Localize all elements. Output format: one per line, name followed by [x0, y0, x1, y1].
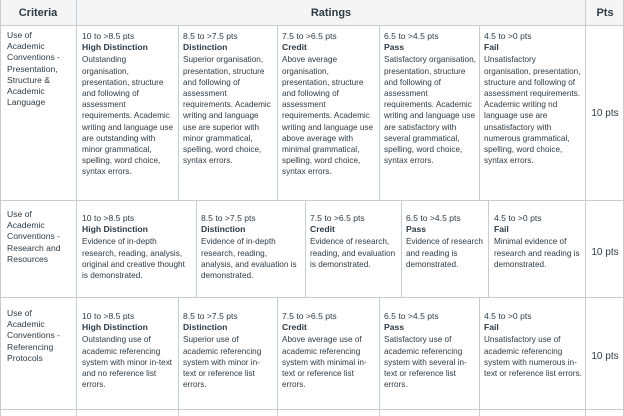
rating-description: Evidence of in-depth research, reading, analysis, and evaluation is demonstrated.	[201, 237, 297, 281]
rating-cell[interactable]	[183, 31, 273, 166]
rating-divider	[488, 200, 489, 297]
rating-cell[interactable]	[183, 311, 273, 390]
rating-points: 6.5 to >4.5 pts	[384, 311, 439, 321]
rating-points: 6.5 to >4.5 pts	[406, 213, 461, 223]
rating-cell[interactable]	[406, 213, 486, 270]
criterion-name: Use of Academic Conventions - Referencing Protocols	[7, 308, 61, 363]
rating-divider	[479, 409, 480, 416]
rating-cell[interactable]	[201, 213, 301, 281]
rating-label: High Distinction	[82, 322, 148, 333]
rating-description: Minimal evidence of research and reading is demonstrated.	[494, 237, 580, 269]
rating-label: Pass	[406, 224, 427, 235]
rating-points: 10 to >8.5 pts	[82, 213, 135, 223]
rating-description: Satisfactory organisation, presentation, structure and following of assessment requirements. Academic writing and language use are satisfactory with several grammatical, spelling, word choice, syntax errors.	[384, 55, 476, 166]
rating-cell[interactable]	[484, 311, 582, 379]
rating-cell[interactable]	[282, 31, 375, 178]
rating-cell[interactable]	[82, 31, 174, 178]
criterion-points: 10 pts	[591, 108, 619, 119]
rating-points: 7.5 to >6.5 pts	[282, 31, 337, 41]
row-separator-1	[0, 200, 624, 201]
rating-points: 4.5 to >0 pts	[484, 31, 532, 41]
criterion-name: Use of Academic Conventions - Research and Resources	[7, 209, 61, 264]
rating-description: Above average organisation, presentation, structure and following of assessment requirements. Academic writing and language use above average with minimal grammatical, spelling, word choice, syntax errors.	[282, 55, 374, 177]
rating-points: 6.5 to >4.5 pts	[384, 31, 439, 41]
rating-label: Fail	[484, 322, 499, 333]
rating-cell[interactable]	[82, 213, 192, 281]
rating-label: Fail	[494, 224, 509, 235]
rating-label: High Distinction	[82, 224, 148, 235]
criterion-points: 10 pts	[591, 247, 619, 258]
rating-description: Evidence of research and reading is demonstrated.	[406, 237, 483, 269]
rating-points: 10 to >8.5 pts	[82, 31, 135, 41]
rating-description: Outstanding organisation, presentation, structure and following of assessment requirements. Academic writing and language use are outstanding with minor grammatical, spelling, word choice, syntax errors.	[82, 55, 174, 177]
row-separator-2	[0, 297, 624, 298]
rating-points: 8.5 to >7.5 pts	[201, 213, 256, 223]
rating-divider	[196, 200, 197, 297]
rating-divider	[479, 26, 480, 200]
row-separator-3	[0, 409, 624, 410]
rating-label: Distinction	[201, 224, 246, 235]
rating-label: Credit	[310, 224, 335, 235]
rating-cell[interactable]	[282, 311, 375, 390]
rating-divider	[401, 200, 402, 297]
criterion-points: 10 pts	[591, 351, 619, 362]
rating-label: Pass	[384, 322, 405, 333]
rating-label: Pass	[384, 42, 405, 53]
rating-cell[interactable]	[494, 213, 582, 270]
criteria-header: Criteria	[0, 0, 76, 26]
criteria-divider	[76, 0, 77, 416]
rating-points: 4.5 to >0 pts	[484, 311, 532, 321]
rating-cell[interactable]	[484, 31, 582, 166]
rating-divider	[379, 409, 380, 416]
rating-label: Credit	[282, 42, 307, 53]
rating-divider	[277, 409, 278, 416]
rating-label: Credit	[282, 322, 307, 333]
rating-description: Above average use of academic referencing system with minimal in-text or reference list errors.	[282, 335, 367, 390]
rating-description: Unsatisfactory organisation, presentation, structure and following of assessment requirements. Academic writing nd language use are unsatisfactory with numerous grammatical, spelling, word choice, syntax errors.	[484, 55, 581, 166]
rating-label: Distinction	[183, 322, 228, 333]
rating-label: Distinction	[183, 42, 228, 53]
rating-divider	[178, 297, 179, 409]
rating-description: Evidence of research, reading, and evaluation is demonstrated.	[310, 237, 396, 269]
rating-points: 4.5 to >0 pts	[494, 213, 542, 223]
rating-divider	[479, 297, 480, 409]
rating-points: 10 to >8.5 pts	[82, 311, 135, 321]
ratings-header: Ratings	[77, 0, 585, 26]
rating-points: 8.5 to >7.5 pts	[183, 31, 238, 41]
rating-divider	[277, 297, 278, 409]
rating-label: Fail	[484, 42, 499, 53]
rating-divider	[178, 26, 179, 200]
rating-points: 7.5 to >6.5 pts	[282, 311, 337, 321]
pts-header: Pts	[586, 0, 624, 26]
rating-description: Unsatisfactory use of academic referencing system with numerous in-text or reference list errors.	[484, 335, 582, 379]
rating-description: Superior organisation, presentation, structure and following of assessment requirements. Academic writing and language use are superior with minor grammatical, spelling, word choice, syntax errors.	[183, 55, 271, 166]
rating-points: 7.5 to >6.5 pts	[310, 213, 365, 223]
rating-divider	[178, 409, 179, 416]
rating-description: Satisfactory use of academic referencing system with several in-text or reference list errors.	[384, 335, 467, 390]
criterion-name: Use of Academic Conventions - Presentation, Structure & Academic Language	[7, 30, 61, 108]
rating-cell[interactable]	[384, 311, 476, 390]
rating-cell[interactable]	[82, 311, 174, 390]
rating-divider	[277, 26, 278, 200]
table-border-left	[0, 0, 1, 416]
rating-description: Evidence of in-depth research, reading, analysis, original and creative thought is demonstrated.	[82, 237, 185, 281]
rating-points: 8.5 to >7.5 pts	[183, 311, 238, 321]
rating-cell[interactable]	[384, 31, 476, 166]
rating-cell[interactable]	[310, 213, 398, 270]
rating-description: Superior use of academic referencing system with minor in-text or reference list errors.	[183, 335, 262, 390]
rating-label: High Distinction	[82, 42, 148, 53]
rating-divider	[305, 200, 306, 297]
rating-description: Outstanding use of academic referencing system with minor in-text and no reference list errors.	[82, 335, 173, 390]
rating-divider	[379, 26, 380, 200]
rating-divider	[379, 297, 380, 409]
